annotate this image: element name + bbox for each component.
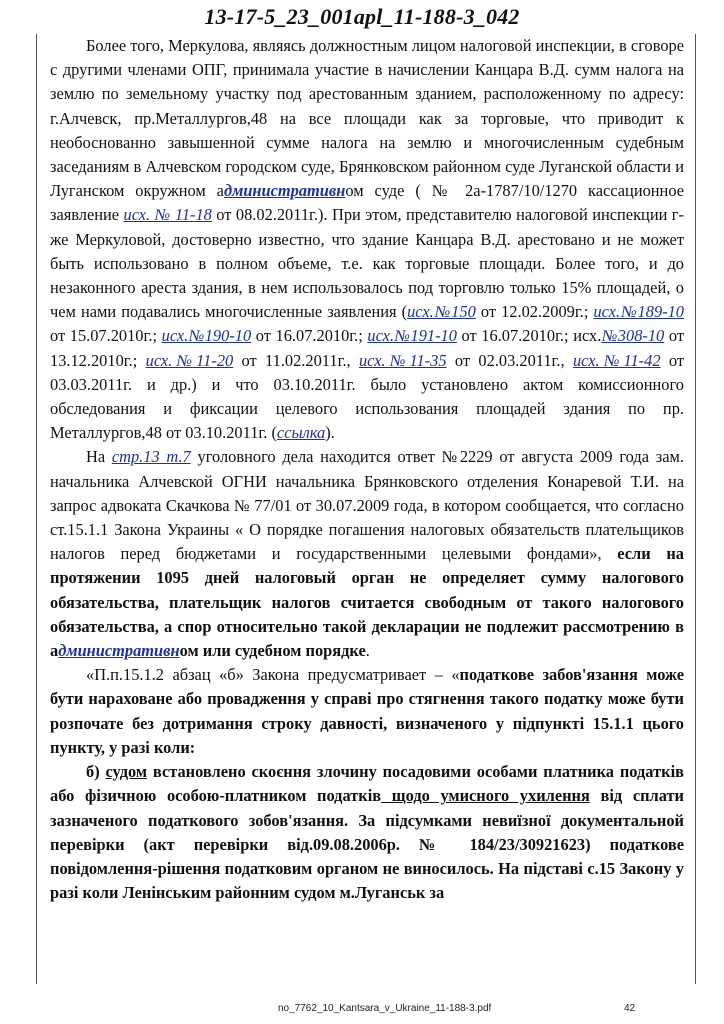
paragraph-4: б) судом встановлено скоєння злочину посадовими особами платника податків або фізичною особою-платником податків щодо умисного ухилення від сплати зазначеного податкового зобов'язання. За підсумками невиїзної документальной перевірки (акт перевірки від.09.08.2006р. № 184/23/30921623) податкове повідомлення-рішення податковим органом не виносилось. На підставі с.15 Закону у разі коли Ленінським районним судом м.Луганськ за (50, 762, 684, 903)
link-administrative-2[interactable]: дминистративн (58, 641, 180, 661)
page-number: 42 (624, 1003, 636, 1014)
link-ref-190-10[interactable]: исх.№190-10 (161, 326, 252, 346)
document-body (50, 34, 684, 905)
link-ref-150[interactable]: исх.№150 (407, 302, 476, 322)
link-ref-11-42[interactable]: исх.№11-42 (572, 350, 661, 370)
paragraph-1: Более того, Меркулова, являясь должностным лицом налоговой инспекции, в сговоре с другими членами ОПГ, принимала участие в начислении Канцара В.Д. сумм налога на землю по земельному участку под арестованным зданием, расположенному по адресу: г.Алчевск, пр.Металлургов,48 на все площади как за торговые, что приводит к необоснованно завышенной сумме налога на землю и многочисленным судебным заседаниям в Алчевском городском суде, Брянковском районном суде Луганской области и Луганском окружном административном суде ( № 2а-1787/10/1270 кассационное заявление исх. № 11-18 от 08.02.2011г.). При этом, представителю налоговой инспекции г-же Меркуловой, достоверно известно, что здание Канцара В.Д. арестовано и не может быть использовано в полном объеме, т.е. как торговые площади. Более того, и до незаконного ареста здания, в нем использовалось под торговлю только 15% площадей, о чем нами подавались многочисленные заявления (исх.№150 от 12.02.2009г.; исх.№189-10 от 15.07.2010г.; исх.№190-10 от 16.07.2010г.; исх.№191-10 от 16.07.2010г.; исх.№308-10 от 13.12.2010г.; исх.№11-20 от 11.02.2011г., исх.№11-35 от 02.03.2011г., исх.№11-42 от 03.03.2011г. и др.) и что 03.10.2011г. было установлено актом комиссионного обследования и фиксации целевого использования площадей здания по пр. Металлургов,48 от 03.10.2011г. (ссылка). (50, 36, 685, 443)
link-ref-308-10[interactable]: №308-10 (601, 326, 665, 346)
link-ref-11-18[interactable]: исх. № 11-18 (123, 205, 212, 225)
link-ref-11-20[interactable]: исх.№11-20 (145, 350, 234, 370)
link-page-13-vol-7[interactable]: стр.13 т.7 (111, 447, 191, 467)
link-ref-191-10[interactable]: исх.№191-10 (367, 326, 457, 346)
link-administrative-1[interactable]: дминистративн (223, 181, 346, 201)
right-margin-line (695, 34, 696, 984)
paragraph-2: На стр.13 т.7 уголовного дела находится ответ №2229 от августа 2009 года зам. начальника Алчевской ОГНИ начальника Брянковского отделения Конаревой Т.И. на запрос адвоката Скачкова № 77/01 от 30.07.2009 года, в котором сообщается, что согласно ст.15.1.1 Закона Украины « О порядке погашения налоговых обязательств плательщиков налогов перед бюджетами и государственными целевыми фондами», если на протяжении 1095 дней налоговый орган не определяет сумму налогового обязательства, плательщик налогов считается свободным от такого налогового обязательства, а спор относительно такой декларации не подлежит рассмотрению в административном или судебном порядке. (50, 447, 684, 661)
paragraph-3: «П.п.15.1.2 абзац «б» Закона предусматривает – «податкове забов'язання може бути нараховане або провадження у справі про стягнення такого податку може бути розпочате без дотримання строку давності, визначеного у підпункті 15.1.1 цього пункту, у разі коли: (50, 665, 684, 757)
footer-filename: no_7762_10_Kantsara_v_Ukraine_11-188-3.pdf (278, 1003, 492, 1014)
link-reference[interactable]: ссылка (276, 423, 326, 443)
document-header-title: 13-17-5_23_001apl_11-188-3_042 (204, 4, 520, 29)
link-ref-11-35[interactable]: исх.№11-35 (358, 350, 447, 370)
left-margin-line (36, 34, 37, 984)
link-ref-189-10[interactable]: исх.№189-10 (593, 302, 684, 322)
